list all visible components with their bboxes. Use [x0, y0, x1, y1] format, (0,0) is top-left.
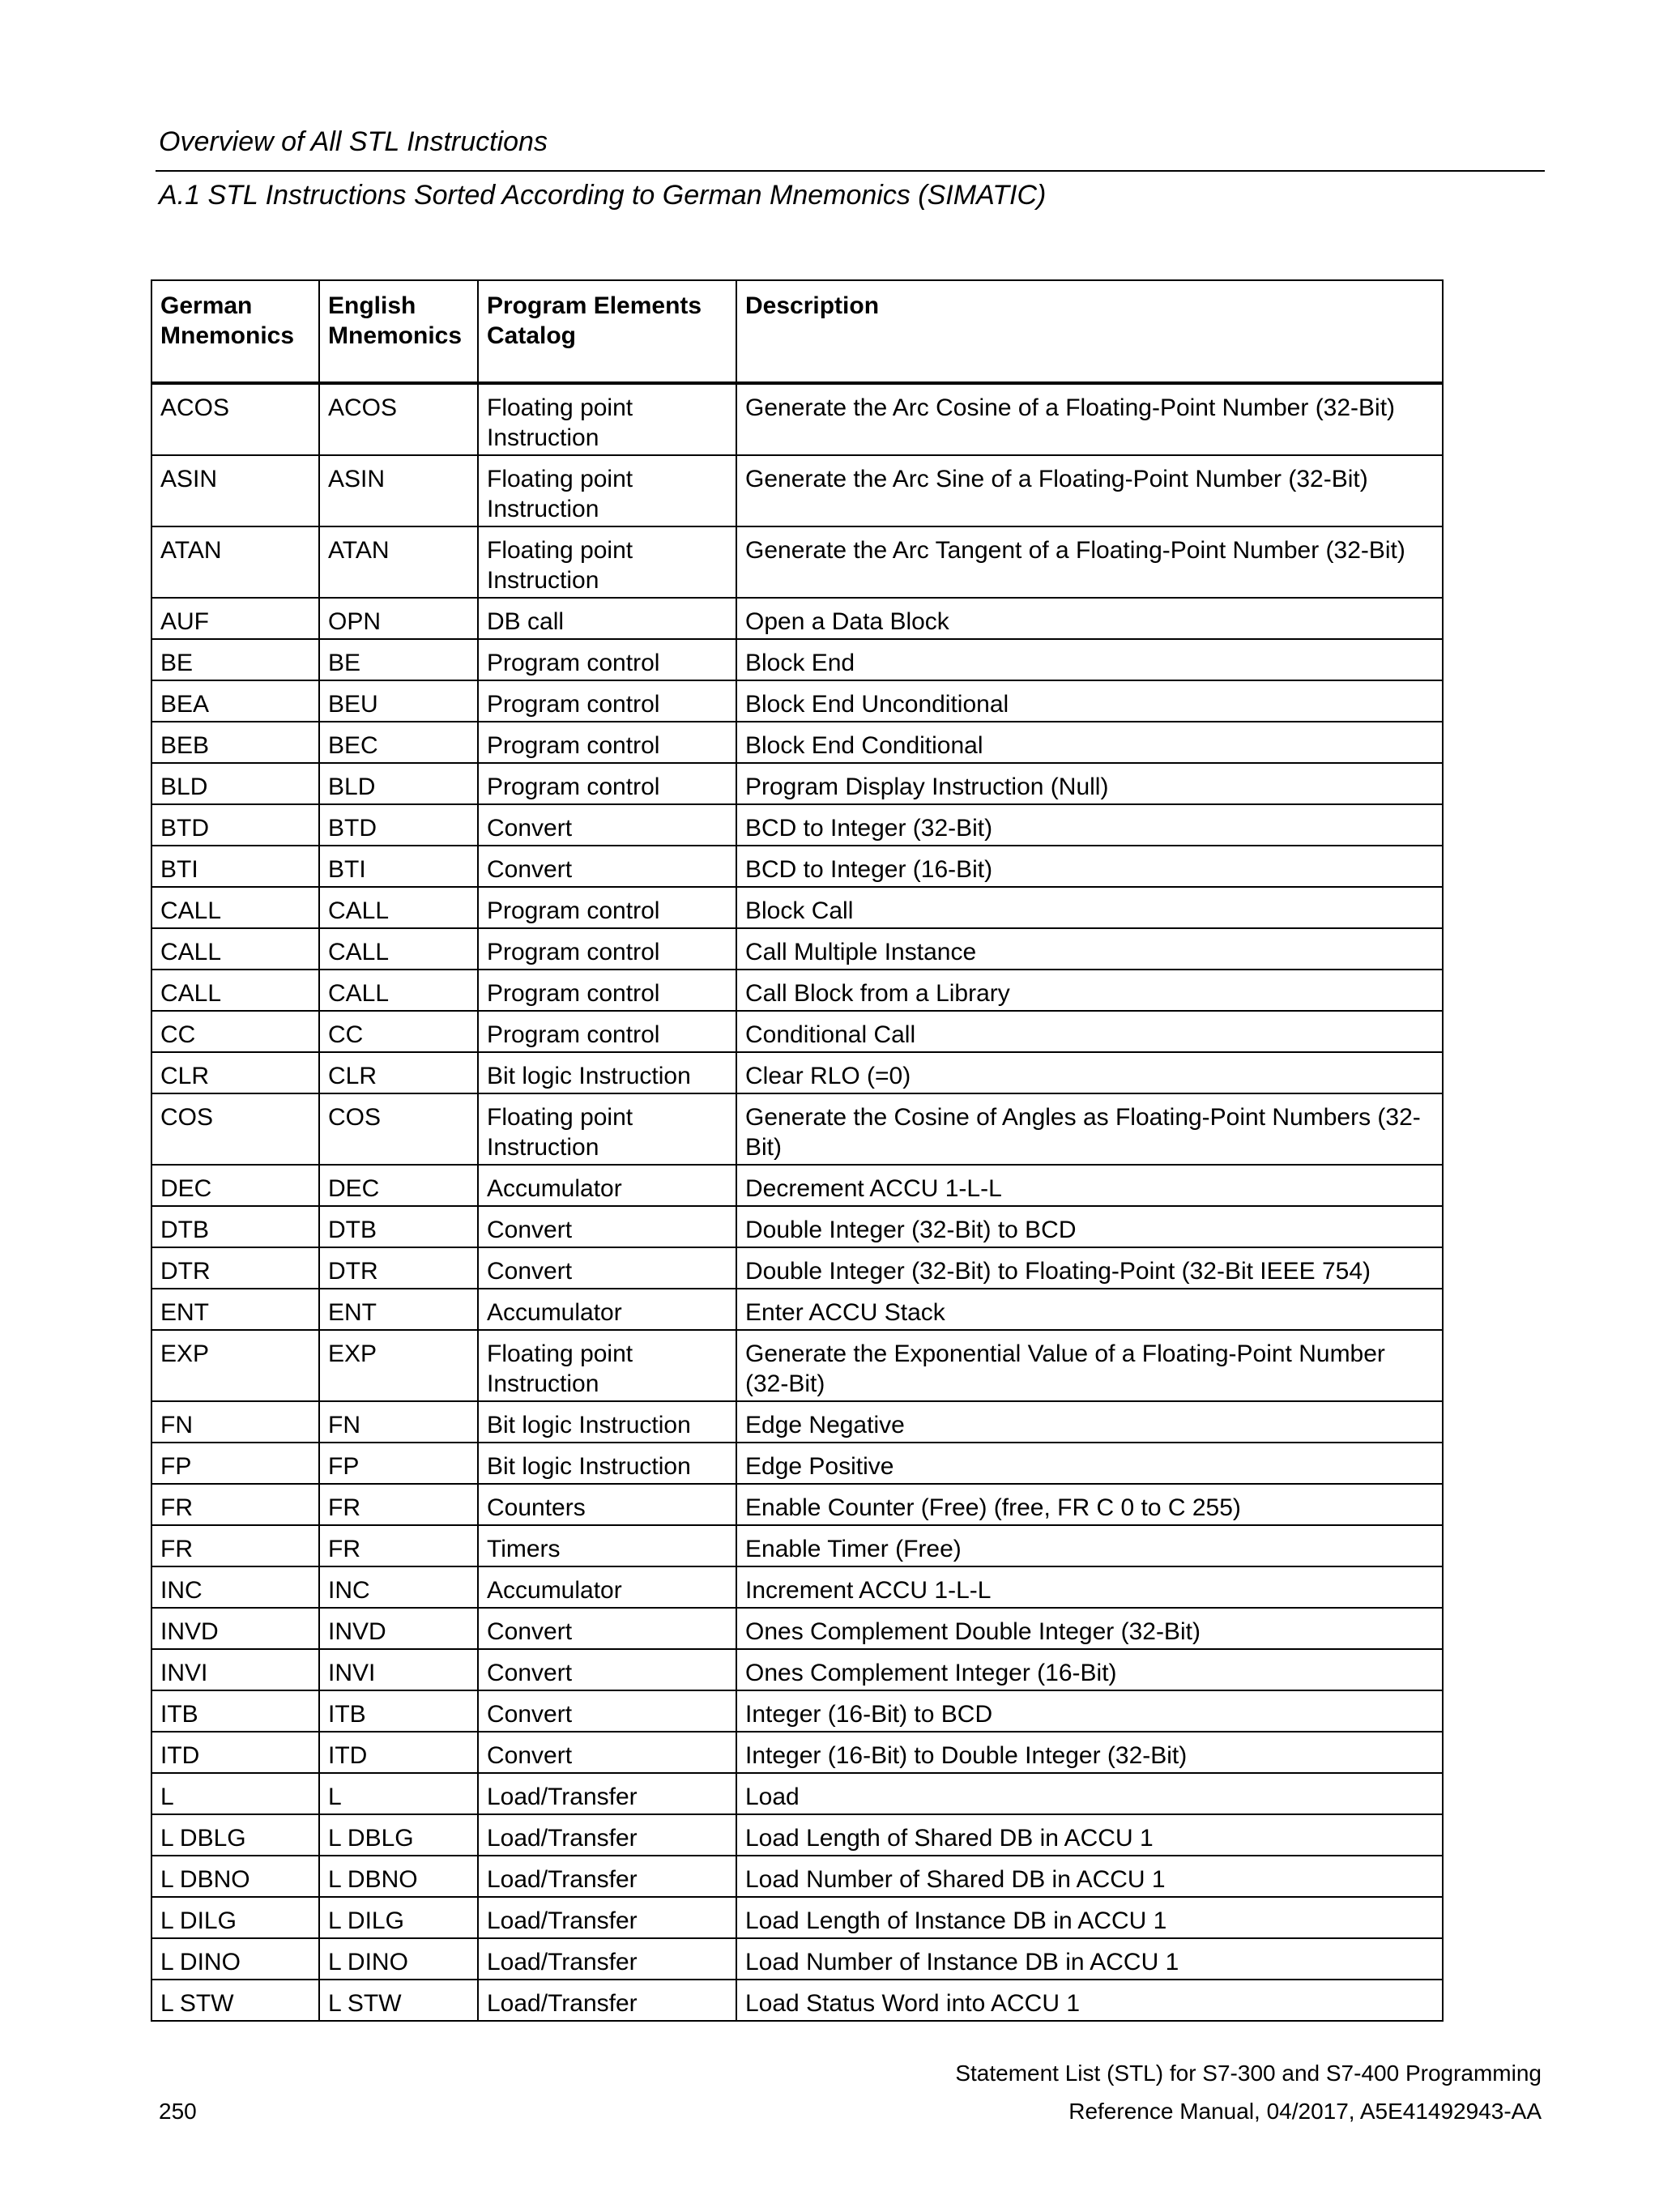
table-row — [151, 1443, 1443, 1484]
table-row — [151, 1980, 1443, 2021]
german-mnemonic-cell: DEC — [151, 1165, 319, 1206]
description-cell: Block Call — [736, 887, 1443, 928]
english-mnemonic-cell: OPN — [319, 598, 478, 639]
english-mnemonic-cell: ITD — [319, 1732, 478, 1773]
german-mnemonic-cell: CC — [151, 1011, 319, 1052]
table-row — [151, 804, 1443, 846]
description-cell: Clear RLO (=0) — [736, 1052, 1443, 1093]
german-mnemonic-cell: FP — [151, 1443, 319, 1484]
german-mnemonic-cell: CALL — [151, 928, 319, 970]
english-mnemonic-cell: BLD — [319, 763, 478, 804]
description-cell: Block End Unconditional — [736, 680, 1443, 722]
table-row — [151, 1856, 1443, 1897]
english-mnemonic-cell: FR — [319, 1525, 478, 1566]
description-cell: Load Length of Shared DB in ACCU 1 — [736, 1814, 1443, 1856]
catalog-cell: Convert — [478, 1690, 736, 1732]
english-mnemonic-cell: L DBNO — [319, 1856, 478, 1897]
german-mnemonic-cell: DTR — [151, 1247, 319, 1289]
description-cell: Ones Complement Integer (16-Bit) — [736, 1649, 1443, 1690]
english-mnemonic-cell: CC — [319, 1011, 478, 1052]
description-cell: Conditional Call — [736, 1011, 1443, 1052]
catalog-cell: Load/Transfer — [478, 1897, 736, 1938]
german-mnemonic-cell: FR — [151, 1525, 319, 1566]
german-mnemonic-cell: L DILG — [151, 1897, 319, 1938]
english-mnemonic-cell: FR — [319, 1484, 478, 1525]
table-row — [151, 680, 1443, 722]
description-cell: Double Integer (32-Bit) to Floating-Point (32-Bit IEEE 754) — [736, 1247, 1443, 1289]
catalog-cell: Program control — [478, 763, 736, 804]
catalog-cell: Accumulator — [478, 1289, 736, 1330]
catalog-cell: Floating point Instruction — [478, 526, 736, 598]
german-mnemonic-cell: ITB — [151, 1690, 319, 1732]
english-mnemonic-cell: DTR — [319, 1247, 478, 1289]
german-mnemonic-cell: INC — [151, 1566, 319, 1608]
table-row — [151, 1052, 1443, 1093]
catalog-cell: Load/Transfer — [478, 1980, 736, 2021]
catalog-cell: Floating point Instruction — [478, 383, 736, 455]
german-mnemonic-cell: ENT — [151, 1289, 319, 1330]
description-cell: Enter ACCU Stack — [736, 1289, 1443, 1330]
english-mnemonic-cell: BEU — [319, 680, 478, 722]
catalog-cell: Timers — [478, 1525, 736, 1566]
english-mnemonic-cell: CALL — [319, 928, 478, 970]
german-mnemonic-cell: FR — [151, 1484, 319, 1525]
header-divider — [156, 170, 1545, 172]
english-mnemonic-cell: L DILG — [319, 1897, 478, 1938]
description-cell: Load Status Word into ACCU 1 — [736, 1980, 1443, 2021]
english-mnemonic-cell: BTI — [319, 846, 478, 887]
english-mnemonic-cell: INVD — [319, 1608, 478, 1649]
english-mnemonic-cell: DEC — [319, 1165, 478, 1206]
table-row — [151, 526, 1443, 598]
english-mnemonic-cell: BEC — [319, 722, 478, 763]
description-cell: Program Display Instruction (Null) — [736, 763, 1443, 804]
footer-manual-reference: Reference Manual, 04/2017, A5E41492943-AA — [1068, 2099, 1542, 2124]
catalog-cell: Program control — [478, 928, 736, 970]
table-row — [151, 1649, 1443, 1690]
description-cell: Decrement ACCU 1-L-L — [736, 1165, 1443, 1206]
description-cell: Generate the Arc Sine of a Floating-Point Number (32-Bit) — [736, 455, 1443, 526]
catalog-cell: Convert — [478, 1608, 736, 1649]
english-mnemonic-cell: L STW — [319, 1980, 478, 2021]
german-mnemonic-cell: ACOS — [151, 383, 319, 455]
catalog-cell: Accumulator — [478, 1566, 736, 1608]
german-mnemonic-cell: BTD — [151, 804, 319, 846]
table-row — [151, 598, 1443, 639]
description-cell: Generate the Arc Tangent of a Floating-Point Number (32-Bit) — [736, 526, 1443, 598]
description-cell: Enable Counter (Free) (free, FR C 0 to C 255) — [736, 1484, 1443, 1525]
description-cell: Load Length of Instance DB in ACCU 1 — [736, 1897, 1443, 1938]
english-mnemonic-cell: ASIN — [319, 455, 478, 526]
german-mnemonic-cell: FN — [151, 1401, 319, 1443]
german-mnemonic-cell: ATAN — [151, 526, 319, 598]
description-cell: Open a Data Block — [736, 598, 1443, 639]
column-header-german: German Mnemonics — [151, 280, 319, 383]
english-mnemonic-cell: INC — [319, 1566, 478, 1608]
german-mnemonic-cell: CLR — [151, 1052, 319, 1093]
description-cell: Integer (16-Bit) to Double Integer (32-Bit) — [736, 1732, 1443, 1773]
description-cell: Generate the Exponential Value of a Floating-Point Number (32-Bit) — [736, 1330, 1443, 1401]
table-row — [151, 1566, 1443, 1608]
table-row — [151, 1206, 1443, 1247]
german-mnemonic-cell: L DBNO — [151, 1856, 319, 1897]
german-mnemonic-cell: L DINO — [151, 1938, 319, 1980]
german-mnemonic-cell: INVD — [151, 1608, 319, 1649]
table-row — [151, 1608, 1443, 1649]
catalog-cell: Convert — [478, 846, 736, 887]
catalog-cell: Accumulator — [478, 1165, 736, 1206]
catalog-cell: Program control — [478, 970, 736, 1011]
english-mnemonic-cell: ACOS — [319, 383, 478, 455]
english-mnemonic-cell: FP — [319, 1443, 478, 1484]
catalog-cell: Program control — [478, 887, 736, 928]
column-header-english: English Mnemonics — [319, 280, 478, 383]
english-mnemonic-cell: FN — [319, 1401, 478, 1443]
table-row — [151, 1690, 1443, 1732]
table-row — [151, 1773, 1443, 1814]
catalog-cell: Floating point Instruction — [478, 1093, 736, 1165]
catalog-cell: Load/Transfer — [478, 1938, 736, 1980]
catalog-cell: DB call — [478, 598, 736, 639]
table-row — [151, 970, 1443, 1011]
catalog-cell: Program control — [478, 639, 736, 680]
description-cell: BCD to Integer (32-Bit) — [736, 804, 1443, 846]
page-number: 250 — [159, 2099, 197, 2124]
catalog-cell: Bit logic Instruction — [478, 1401, 736, 1443]
table-row — [151, 722, 1443, 763]
english-mnemonic-cell: CALL — [319, 887, 478, 928]
english-mnemonic-cell: ENT — [319, 1289, 478, 1330]
catalog-cell: Bit logic Instruction — [478, 1443, 736, 1484]
german-mnemonic-cell: L — [151, 1773, 319, 1814]
german-mnemonic-cell: L DBLG — [151, 1814, 319, 1856]
catalog-cell: Counters — [478, 1484, 736, 1525]
table-row — [151, 1289, 1443, 1330]
description-cell: Load Number of Instance DB in ACCU 1 — [736, 1938, 1443, 1980]
table-row — [151, 1093, 1443, 1165]
instructions-table — [151, 279, 1444, 2022]
german-mnemonic-cell: BEA — [151, 680, 319, 722]
table-row — [151, 846, 1443, 887]
catalog-cell: Convert — [478, 1206, 736, 1247]
description-cell: Enable Timer (Free) — [736, 1525, 1443, 1566]
english-mnemonic-cell: BTD — [319, 804, 478, 846]
german-mnemonic-cell: BE — [151, 639, 319, 680]
german-mnemonic-cell: INVI — [151, 1649, 319, 1690]
table-header-row — [151, 280, 1443, 383]
english-mnemonic-cell: ITB — [319, 1690, 478, 1732]
german-mnemonic-cell: COS — [151, 1093, 319, 1165]
english-mnemonic-cell: L DINO — [319, 1938, 478, 1980]
catalog-cell: Load/Transfer — [478, 1814, 736, 1856]
description-cell: Ones Complement Double Integer (32-Bit) — [736, 1608, 1443, 1649]
catalog-cell: Floating point Instruction — [478, 455, 736, 526]
table-body — [151, 383, 1443, 2021]
table-row — [151, 887, 1443, 928]
description-cell: Generate the Cosine of Angles as Floating-Point Numbers (32-Bit) — [736, 1093, 1443, 1165]
english-mnemonic-cell: CALL — [319, 970, 478, 1011]
description-cell: Increment ACCU 1-L-L — [736, 1566, 1443, 1608]
table-row — [151, 639, 1443, 680]
german-mnemonic-cell: BEB — [151, 722, 319, 763]
catalog-cell: Load/Transfer — [478, 1856, 736, 1897]
catalog-cell: Convert — [478, 1732, 736, 1773]
instructions-table-container — [151, 279, 1442, 2022]
description-cell: Call Multiple Instance — [736, 928, 1443, 970]
german-mnemonic-cell: CALL — [151, 970, 319, 1011]
footer-manual-title: Statement List (STL) for S7-300 and S7-400 Programming — [955, 2061, 1542, 2086]
table-row — [151, 455, 1443, 526]
table-row — [151, 1525, 1443, 1566]
description-cell: Integer (16-Bit) to BCD — [736, 1690, 1443, 1732]
table-row — [151, 383, 1443, 455]
english-mnemonic-cell: L DBLG — [319, 1814, 478, 1856]
table-row — [151, 1330, 1443, 1401]
table-row — [151, 1938, 1443, 1980]
description-cell: Generate the Arc Cosine of a Floating-Point Number (32-Bit) — [736, 383, 1443, 455]
english-mnemonic-cell: L — [319, 1773, 478, 1814]
table-row — [151, 1011, 1443, 1052]
description-cell: Edge Negative — [736, 1401, 1443, 1443]
german-mnemonic-cell: EXP — [151, 1330, 319, 1401]
column-header-description: Description — [736, 280, 1443, 383]
description-cell: Double Integer (32-Bit) to BCD — [736, 1206, 1443, 1247]
english-mnemonic-cell: BE — [319, 639, 478, 680]
english-mnemonic-cell: ATAN — [319, 526, 478, 598]
description-cell: Call Block from a Library — [736, 970, 1443, 1011]
table-row — [151, 1732, 1443, 1773]
description-cell: Block End Conditional — [736, 722, 1443, 763]
german-mnemonic-cell: ITD — [151, 1732, 319, 1773]
english-mnemonic-cell: DTB — [319, 1206, 478, 1247]
section-title: A.1 STL Instructions Sorted According to German Mnemonics (SIMATIC) — [159, 180, 1047, 211]
table-row — [151, 1814, 1443, 1856]
catalog-cell: Program control — [478, 1011, 736, 1052]
description-cell: Load Number of Shared DB in ACCU 1 — [736, 1856, 1443, 1897]
table-row — [151, 763, 1443, 804]
catalog-cell: Floating point Instruction — [478, 1330, 736, 1401]
page-header-title: Overview of All STL Instructions — [159, 126, 548, 157]
catalog-cell: Program control — [478, 680, 736, 722]
german-mnemonic-cell: DTB — [151, 1206, 319, 1247]
catalog-cell: Load/Transfer — [478, 1773, 736, 1814]
german-mnemonic-cell: BLD — [151, 763, 319, 804]
table-row — [151, 1897, 1443, 1938]
german-mnemonic-cell: ASIN — [151, 455, 319, 526]
column-header-catalog: Program Elements Catalog — [478, 280, 736, 383]
table-row — [151, 1165, 1443, 1206]
english-mnemonic-cell: EXP — [319, 1330, 478, 1401]
english-mnemonic-cell: CLR — [319, 1052, 478, 1093]
german-mnemonic-cell: L STW — [151, 1980, 319, 2021]
german-mnemonic-cell: CALL — [151, 887, 319, 928]
description-cell: Edge Positive — [736, 1443, 1443, 1484]
catalog-cell: Convert — [478, 1649, 736, 1690]
table-row — [151, 1484, 1443, 1525]
german-mnemonic-cell: AUF — [151, 598, 319, 639]
catalog-cell: Convert — [478, 804, 736, 846]
catalog-cell: Convert — [478, 1247, 736, 1289]
description-cell: Block End — [736, 639, 1443, 680]
description-cell: BCD to Integer (16-Bit) — [736, 846, 1443, 887]
table-row — [151, 1401, 1443, 1443]
description-cell: Load — [736, 1773, 1443, 1814]
catalog-cell: Program control — [478, 722, 736, 763]
table-row — [151, 1247, 1443, 1289]
english-mnemonic-cell: COS — [319, 1093, 478, 1165]
catalog-cell: Bit logic Instruction — [478, 1052, 736, 1093]
german-mnemonic-cell: BTI — [151, 846, 319, 887]
english-mnemonic-cell: INVI — [319, 1649, 478, 1690]
table-row — [151, 928, 1443, 970]
